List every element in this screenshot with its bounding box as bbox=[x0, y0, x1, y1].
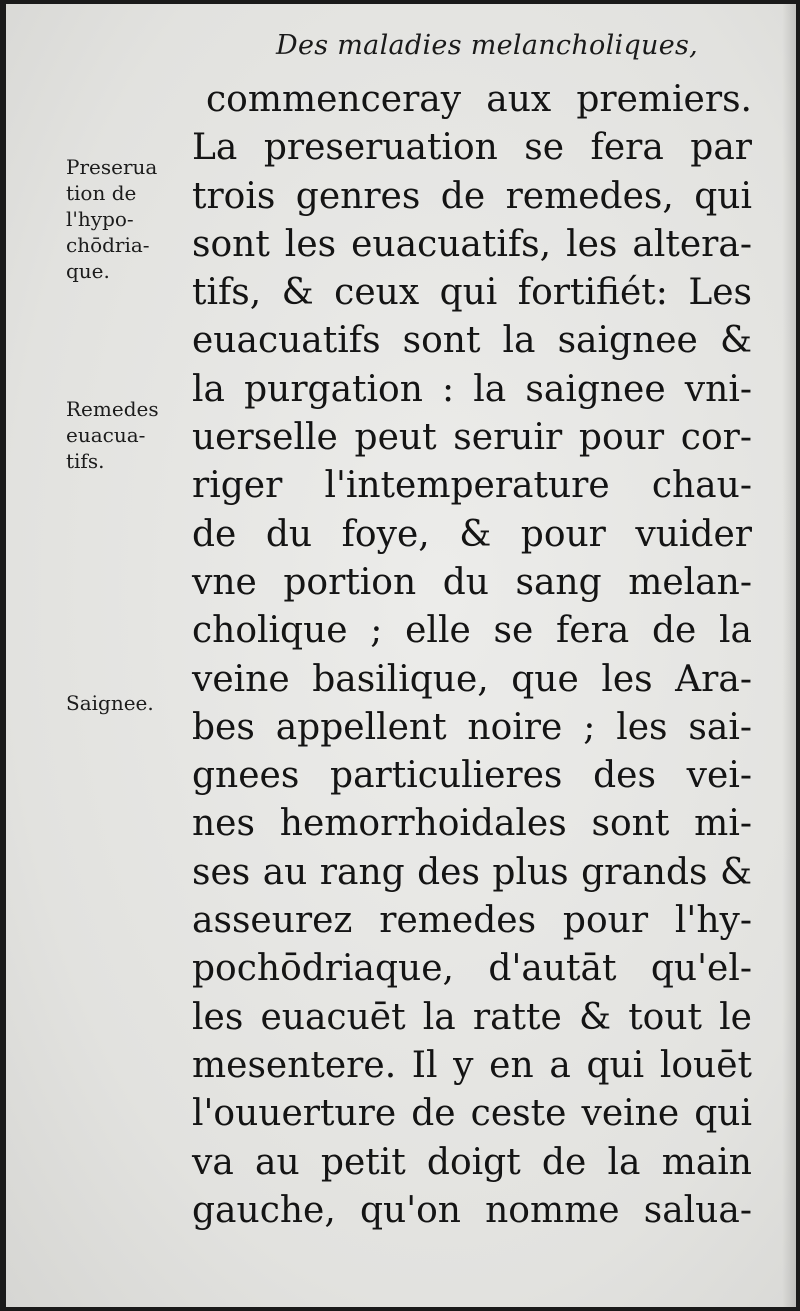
text-line: mesentere. Il y en a qui louēt bbox=[192, 1044, 752, 1086]
margin-note-line: l'hypo- bbox=[66, 207, 134, 231]
text-line: va au petit doigt de la main bbox=[192, 1141, 752, 1183]
margin-note-line: Saignee. bbox=[66, 691, 154, 715]
text-line: La preseruation se fera par bbox=[192, 127, 752, 169]
text-line: trois genres de remedes, qui bbox=[192, 175, 752, 217]
text-line: tifs, & ceux qui fortifiét: Les bbox=[192, 272, 752, 314]
margin-note-saignee bbox=[66, 690, 154, 716]
text-line: uerselle peut seruir pour cor- bbox=[192, 417, 752, 459]
text-line: la purgation : la saignee vni- bbox=[192, 368, 752, 410]
text-line: pochōdriaque, d'autāt qu'el- bbox=[192, 948, 752, 990]
margin-note-line: Preserua bbox=[66, 155, 158, 179]
main-text-block bbox=[192, 76, 752, 1235]
margin-note-line: euacua- bbox=[66, 423, 146, 447]
text-line: riger l'intemperature chau- bbox=[192, 465, 752, 507]
text-line: ses au rang des plus grands & bbox=[192, 851, 752, 893]
text-line: bes appellent noire ; les sai- bbox=[192, 706, 752, 748]
text-line: cholique ; elle se fera de la bbox=[192, 610, 752, 652]
margin-note-line: que. bbox=[66, 259, 110, 283]
text-line: euacuatifs sont la saignee & bbox=[192, 320, 752, 362]
text-line: nes hemorrhoidales sont mi- bbox=[192, 803, 752, 845]
margin-note-line: Remedes bbox=[66, 397, 159, 421]
text-line: veine basilique, que les Ara- bbox=[192, 658, 752, 700]
margin-note-line: tion de bbox=[66, 181, 137, 205]
margin-note-preseruation bbox=[66, 154, 157, 284]
running-header: Des maladies melancholiques, bbox=[276, 30, 699, 61]
margin-note-remedes bbox=[66, 396, 159, 474]
margin-note-line: tifs. bbox=[66, 449, 105, 473]
text-line: gauche, qu'on nomme salua- bbox=[192, 1189, 752, 1231]
text-line: commenceray aux premiers. bbox=[206, 79, 752, 120]
text-line: sont les euacuatifs, les altera- bbox=[192, 223, 752, 265]
text-line: gnees particulieres des vei- bbox=[192, 755, 752, 797]
text-line: les euacuēt la ratte & tout le bbox=[192, 996, 752, 1038]
text-line: asseurez remedes pour l'hy- bbox=[192, 900, 752, 942]
text-line: l'ouuerture de ceste veine qui bbox=[192, 1093, 752, 1135]
page-edge-shadow bbox=[782, 4, 796, 1307]
text-line: de du foye, & pour vuider bbox=[192, 513, 752, 555]
text-line: vne portion du sang melan- bbox=[192, 561, 752, 603]
book-page bbox=[6, 4, 796, 1307]
margin-note-line: chōdria- bbox=[66, 233, 150, 257]
